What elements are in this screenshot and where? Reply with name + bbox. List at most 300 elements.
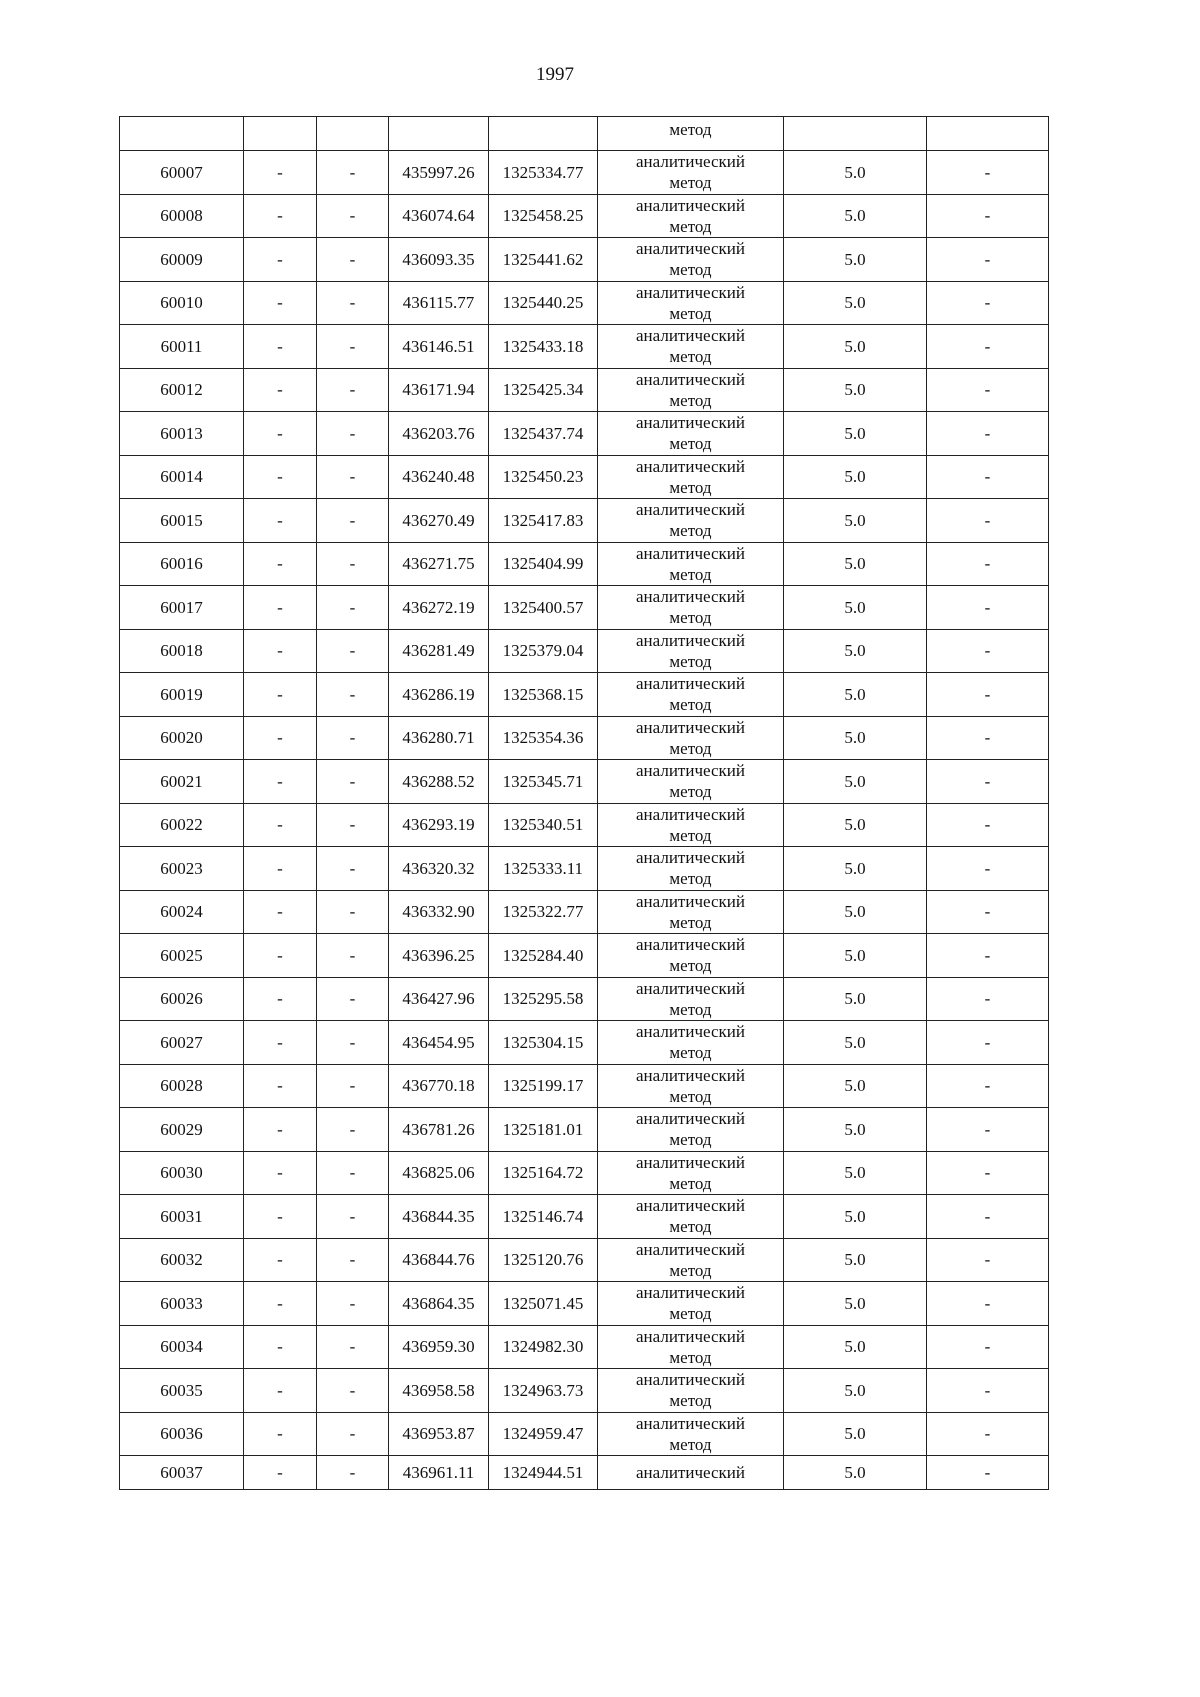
accuracy-value-cell: 5.0 (784, 1195, 927, 1239)
method-text-line1: аналитический (636, 935, 745, 955)
y-coordinate-cell: 1325400.57 (489, 586, 598, 630)
table-row (120, 977, 1049, 1021)
y-coordinate-cell: 1325404.99 (489, 542, 598, 586)
table-cell-empty (120, 117, 244, 151)
y-coordinate-cell: 1325071.45 (489, 1282, 598, 1326)
x-coordinate-cell: 436825.06 (389, 1151, 489, 1195)
dash-cell: - (244, 1238, 317, 1282)
dash-cell: - (244, 542, 317, 586)
accuracy-value-cell: 5.0 (784, 803, 927, 847)
x-coordinate-cell: 436781.26 (389, 1108, 489, 1152)
method-text-line1: аналитический (636, 630, 745, 650)
method-text-line2: метод (669, 1086, 712, 1106)
table-row (120, 194, 1049, 238)
method-text-line1: аналитический (636, 1413, 745, 1433)
dash-cell: - (927, 542, 1049, 586)
dash-cell: - (927, 803, 1049, 847)
method-cell (598, 238, 784, 282)
y-coordinate-cell: 1325345.71 (489, 760, 598, 804)
table-cell-empty (784, 117, 927, 151)
method-text-line1: аналитический (636, 1065, 745, 1085)
accuracy-value-cell: 5.0 (784, 542, 927, 586)
method-text-line2: метод (669, 260, 712, 280)
x-coordinate-cell: 436961.11 (389, 1456, 489, 1490)
dash-cell: - (317, 1151, 389, 1195)
point-id-cell: 60028 (120, 1064, 244, 1108)
x-coordinate-cell: 436146.51 (389, 325, 489, 369)
method-text-line1: аналитический (636, 717, 745, 737)
point-id-cell: 60024 (120, 890, 244, 934)
method-cell (598, 934, 784, 978)
method-text-line1: аналитический (636, 674, 745, 694)
table-row (120, 760, 1049, 804)
dash-cell: - (927, 760, 1049, 804)
dash-cell: - (317, 1238, 389, 1282)
y-coordinate-cell: 1325304.15 (489, 1021, 598, 1065)
point-id-cell: 60025 (120, 934, 244, 978)
table-row (120, 1412, 1049, 1456)
x-coordinate-cell: 436203.76 (389, 412, 489, 456)
dash-cell: - (244, 1325, 317, 1369)
method-text-line2: метод (669, 1391, 712, 1411)
accuracy-value-cell: 5.0 (784, 455, 927, 499)
method-text-line2: метод (669, 608, 712, 628)
dash-cell: - (244, 1108, 317, 1152)
x-coordinate-cell: 436864.35 (389, 1282, 489, 1326)
accuracy-value-cell: 5.0 (784, 716, 927, 760)
method-text-line2: метод (669, 651, 712, 671)
method-text-line2: метод (669, 1217, 712, 1237)
method-text-line1: аналитический (636, 282, 745, 302)
dash-cell: - (244, 673, 317, 717)
method-text-line1: аналитический (636, 848, 745, 868)
table-row (120, 1369, 1049, 1413)
dash-cell: - (927, 977, 1049, 1021)
table-cell-empty (389, 117, 489, 151)
accuracy-value-cell: 5.0 (784, 1238, 927, 1282)
method-text-line2: метод (669, 347, 712, 367)
method-text-line2: метод (669, 390, 712, 410)
table-row (120, 716, 1049, 760)
dash-cell: - (317, 803, 389, 847)
accuracy-value-cell: 5.0 (784, 499, 927, 543)
table-body (120, 117, 1049, 1490)
y-coordinate-cell: 1325441.62 (489, 238, 598, 282)
point-id-cell: 60026 (120, 977, 244, 1021)
table-row (120, 238, 1049, 282)
accuracy-value-cell: 5.0 (784, 1151, 927, 1195)
method-text-line2: метод (669, 173, 712, 193)
x-coordinate-cell: 436844.35 (389, 1195, 489, 1239)
accuracy-value-cell: 5.0 (784, 1369, 927, 1413)
dash-cell: - (927, 194, 1049, 238)
dash-cell: - (244, 368, 317, 412)
method-text-line2: метод (669, 869, 712, 889)
method-cell (598, 1282, 784, 1326)
accuracy-value-cell: 5.0 (784, 934, 927, 978)
x-coordinate-cell: 436171.94 (389, 368, 489, 412)
dash-cell: - (244, 716, 317, 760)
method-text-line1: аналитический (636, 1326, 745, 1346)
y-coordinate-cell: 1325458.25 (489, 194, 598, 238)
method-text-line2: метод (669, 1434, 712, 1454)
coordinates-table (119, 116, 1049, 1490)
method-text-line1: аналитический (636, 456, 745, 476)
dash-cell: - (244, 803, 317, 847)
dash-cell: - (317, 542, 389, 586)
dash-cell: - (244, 1151, 317, 1195)
accuracy-value-cell: 5.0 (784, 847, 927, 891)
x-coordinate-cell: 436093.35 (389, 238, 489, 282)
method-text-line2: метод (669, 564, 712, 584)
method-cell (598, 117, 784, 151)
y-coordinate-cell: 1325333.11 (489, 847, 598, 891)
method-cell (598, 325, 784, 369)
method-text-line2: метод (669, 477, 712, 497)
dash-cell: - (927, 1369, 1049, 1413)
method-text-line1: аналитический (636, 326, 745, 346)
dash-cell: - (244, 412, 317, 456)
y-coordinate-cell: 1325340.51 (489, 803, 598, 847)
x-coordinate-cell: 436953.87 (389, 1412, 489, 1456)
x-coordinate-cell: 436272.19 (389, 586, 489, 630)
method-text-line1: аналитический (636, 804, 745, 824)
dash-cell: - (244, 890, 317, 934)
dash-cell: - (244, 499, 317, 543)
point-id-cell: 60030 (120, 1151, 244, 1195)
y-coordinate-cell: 1325354.36 (489, 716, 598, 760)
x-coordinate-cell: 435997.26 (389, 151, 489, 195)
dash-cell: - (927, 934, 1049, 978)
point-id-cell: 60009 (120, 238, 244, 282)
accuracy-value-cell: 5.0 (784, 412, 927, 456)
method-cell (598, 1021, 784, 1065)
table-row (120, 368, 1049, 412)
point-id-cell: 60029 (120, 1108, 244, 1152)
point-id-cell: 60032 (120, 1238, 244, 1282)
dash-cell: - (244, 1369, 317, 1413)
table-row (120, 1282, 1049, 1326)
method-text-line1: аналитический (636, 761, 745, 781)
x-coordinate-cell: 436288.52 (389, 760, 489, 804)
y-coordinate-cell: 1325164.72 (489, 1151, 598, 1195)
accuracy-value-cell: 5.0 (784, 586, 927, 630)
y-coordinate-cell: 1325440.25 (489, 281, 598, 325)
method-cell (598, 151, 784, 195)
method-text-line1: аналитический (636, 1463, 745, 1482)
y-coordinate-cell: 1325120.76 (489, 1238, 598, 1282)
accuracy-value-cell: 5.0 (784, 194, 927, 238)
dash-cell: - (317, 194, 389, 238)
method-cell (598, 1456, 784, 1490)
table-row (120, 281, 1049, 325)
dash-cell: - (244, 1456, 317, 1490)
dash-cell: - (927, 1108, 1049, 1152)
method-cell (598, 1195, 784, 1239)
table-row (120, 586, 1049, 630)
point-id-cell: 60027 (120, 1021, 244, 1065)
y-coordinate-cell: 1325146.74 (489, 1195, 598, 1239)
x-coordinate-cell: 436320.32 (389, 847, 489, 891)
x-coordinate-cell: 436271.75 (389, 542, 489, 586)
method-text-line1: аналитический (636, 1152, 745, 1172)
method-text-line2: метод (669, 521, 712, 541)
table-row (120, 673, 1049, 717)
x-coordinate-cell: 436396.25 (389, 934, 489, 978)
method-text-line2: метод (669, 956, 712, 976)
x-coordinate-cell: 436427.96 (389, 977, 489, 1021)
method-text-line1: аналитический (636, 1022, 745, 1042)
method-text-line2: метод (669, 1130, 712, 1150)
point-id-cell: 60008 (120, 194, 244, 238)
table-cell-empty (489, 117, 598, 151)
dash-cell: - (244, 934, 317, 978)
accuracy-value-cell: 5.0 (784, 1021, 927, 1065)
y-coordinate-cell: 1324982.30 (489, 1325, 598, 1369)
dash-cell: - (317, 412, 389, 456)
dash-cell: - (317, 977, 389, 1021)
method-cell (598, 586, 784, 630)
dash-cell: - (927, 368, 1049, 412)
dash-cell: - (317, 1325, 389, 1369)
point-id-cell: 60015 (120, 499, 244, 543)
point-id-cell: 60020 (120, 716, 244, 760)
method-text-line2: метод (669, 825, 712, 845)
method-cell (598, 412, 784, 456)
method-cell (598, 716, 784, 760)
method-text-line2: метод (669, 912, 712, 932)
dash-cell: - (244, 977, 317, 1021)
page-number: 1997 (536, 64, 574, 85)
dash-cell: - (244, 1021, 317, 1065)
method-cell (598, 455, 784, 499)
method-text-line1: аналитический (636, 1109, 745, 1129)
method-text-line2: метод (669, 1260, 712, 1280)
dash-cell: - (244, 1064, 317, 1108)
dash-cell: - (927, 455, 1049, 499)
table-cell-empty (927, 117, 1049, 151)
accuracy-value-cell: 5.0 (784, 629, 927, 673)
dash-cell: - (927, 847, 1049, 891)
method-text-line2: метод (669, 695, 712, 715)
dash-cell: - (244, 847, 317, 891)
y-coordinate-cell: 1325379.04 (489, 629, 598, 673)
method-text-line1: аналитический (636, 152, 745, 172)
method-cell (598, 673, 784, 717)
y-coordinate-cell: 1325322.77 (489, 890, 598, 934)
dash-cell: - (927, 238, 1049, 282)
accuracy-value-cell: 5.0 (784, 890, 927, 934)
dash-cell: - (927, 281, 1049, 325)
x-coordinate-cell: 436280.71 (389, 716, 489, 760)
accuracy-value-cell: 5.0 (784, 1456, 927, 1490)
method-text-line1: аналитический (636, 587, 745, 607)
accuracy-value-cell: 5.0 (784, 325, 927, 369)
method-cell (598, 1064, 784, 1108)
dash-cell: - (317, 368, 389, 412)
accuracy-value-cell: 5.0 (784, 151, 927, 195)
method-cell (598, 1108, 784, 1152)
accuracy-value-cell: 5.0 (784, 281, 927, 325)
method-cell (598, 1412, 784, 1456)
table-row (120, 1238, 1049, 1282)
accuracy-value-cell: 5.0 (784, 977, 927, 1021)
table-row (120, 847, 1049, 891)
method-cell (598, 368, 784, 412)
method-cell (598, 1369, 784, 1413)
y-coordinate-cell: 1325437.74 (489, 412, 598, 456)
y-coordinate-cell: 1325295.58 (489, 977, 598, 1021)
dash-cell: - (317, 455, 389, 499)
method-text-line1: аналитический (636, 500, 745, 520)
point-id-cell: 60019 (120, 673, 244, 717)
accuracy-value-cell: 5.0 (784, 1108, 927, 1152)
dash-cell: - (927, 716, 1049, 760)
dash-cell: - (317, 586, 389, 630)
y-coordinate-cell: 1325433.18 (489, 325, 598, 369)
table-cell-empty (244, 117, 317, 151)
table-row (120, 499, 1049, 543)
point-id-cell: 60036 (120, 1412, 244, 1456)
x-coordinate-cell: 436286.19 (389, 673, 489, 717)
dash-cell: - (317, 1456, 389, 1490)
x-coordinate-cell: 436281.49 (389, 629, 489, 673)
method-cell (598, 760, 784, 804)
y-coordinate-cell: 1325368.15 (489, 673, 598, 717)
x-coordinate-cell: 436959.30 (389, 1325, 489, 1369)
point-id-cell: 60018 (120, 629, 244, 673)
method-cell (598, 629, 784, 673)
point-id-cell: 60014 (120, 455, 244, 499)
method-text-line2: метод (669, 1173, 712, 1193)
method-text-line2: метод (669, 738, 712, 758)
table-row (120, 1064, 1049, 1108)
x-coordinate-cell: 436293.19 (389, 803, 489, 847)
dash-cell: - (317, 281, 389, 325)
dash-cell: - (317, 847, 389, 891)
y-coordinate-cell: 1325425.34 (489, 368, 598, 412)
method-cell (598, 847, 784, 891)
dash-cell: - (317, 499, 389, 543)
point-id-cell: 60016 (120, 542, 244, 586)
point-id-cell: 60035 (120, 1369, 244, 1413)
method-text-line1: аналитический (636, 1196, 745, 1216)
x-coordinate-cell: 436240.48 (389, 455, 489, 499)
dash-cell: - (244, 194, 317, 238)
table-row (120, 1456, 1049, 1490)
accuracy-value-cell: 5.0 (784, 368, 927, 412)
point-id-cell: 60033 (120, 1282, 244, 1326)
x-coordinate-cell: 436454.95 (389, 1021, 489, 1065)
accuracy-value-cell: 5.0 (784, 760, 927, 804)
dash-cell: - (927, 1412, 1049, 1456)
dash-cell: - (244, 629, 317, 673)
method-text-line2: метод (669, 216, 712, 236)
table-row (120, 890, 1049, 934)
dash-cell: - (317, 1195, 389, 1239)
method-text-line1: аналитический (636, 369, 745, 389)
dash-cell: - (244, 1412, 317, 1456)
table-row (120, 455, 1049, 499)
method-cell (598, 1238, 784, 1282)
dash-cell: - (927, 673, 1049, 717)
method-text-line2: метод (669, 303, 712, 323)
dash-cell: - (927, 629, 1049, 673)
x-coordinate-cell: 436270.49 (389, 499, 489, 543)
table-row-continuation (120, 117, 1049, 151)
dash-cell: - (244, 455, 317, 499)
table-cell-empty (317, 117, 389, 151)
dash-cell: - (317, 629, 389, 673)
dash-cell: - (317, 1369, 389, 1413)
dash-cell: - (317, 760, 389, 804)
table-row (120, 1195, 1049, 1239)
dash-cell: - (317, 716, 389, 760)
dash-cell: - (927, 1064, 1049, 1108)
method-text-line2: метод (669, 1347, 712, 1367)
table-row (120, 629, 1049, 673)
dash-cell: - (317, 1282, 389, 1326)
accuracy-value-cell: 5.0 (784, 1325, 927, 1369)
table-row (120, 1325, 1049, 1369)
dash-cell: - (244, 281, 317, 325)
dash-cell: - (927, 586, 1049, 630)
x-coordinate-cell: 436115.77 (389, 281, 489, 325)
method-cell (598, 977, 784, 1021)
dash-cell: - (927, 151, 1049, 195)
point-id-cell: 60017 (120, 586, 244, 630)
table-row (120, 934, 1049, 978)
method-cell (598, 1325, 784, 1369)
method-text-line1: аналитический (636, 891, 745, 911)
dash-cell: - (244, 760, 317, 804)
point-id-cell: 60011 (120, 325, 244, 369)
method-cell (598, 281, 784, 325)
table-row (120, 1151, 1049, 1195)
method-text-line2: метод (669, 999, 712, 1019)
y-coordinate-cell: 1324944.51 (489, 1456, 598, 1490)
dash-cell: - (927, 1151, 1049, 1195)
dash-cell: - (927, 1021, 1049, 1065)
point-id-cell: 60037 (120, 1456, 244, 1490)
dash-cell: - (317, 890, 389, 934)
dash-cell: - (927, 412, 1049, 456)
dash-cell: - (317, 1021, 389, 1065)
dash-cell: - (927, 890, 1049, 934)
point-id-cell: 60010 (120, 281, 244, 325)
x-coordinate-cell: 436770.18 (389, 1064, 489, 1108)
x-coordinate-cell: 436332.90 (389, 890, 489, 934)
method-cell (598, 194, 784, 238)
table-row (120, 803, 1049, 847)
table-row (120, 1108, 1049, 1152)
method-text-line1: аналитический (636, 239, 745, 259)
y-coordinate-cell: 1324959.47 (489, 1412, 598, 1456)
point-id-cell: 60013 (120, 412, 244, 456)
dash-cell: - (317, 325, 389, 369)
dash-cell: - (317, 1412, 389, 1456)
x-coordinate-cell: 436844.76 (389, 1238, 489, 1282)
y-coordinate-cell: 1325417.83 (489, 499, 598, 543)
point-id-cell: 60031 (120, 1195, 244, 1239)
point-id-cell: 60012 (120, 368, 244, 412)
table-row (120, 542, 1049, 586)
method-cell (598, 542, 784, 586)
point-id-cell: 60022 (120, 803, 244, 847)
method-text-line1: аналитический (636, 1239, 745, 1259)
dash-cell: - (317, 673, 389, 717)
method-text-line2: метод (669, 434, 712, 454)
